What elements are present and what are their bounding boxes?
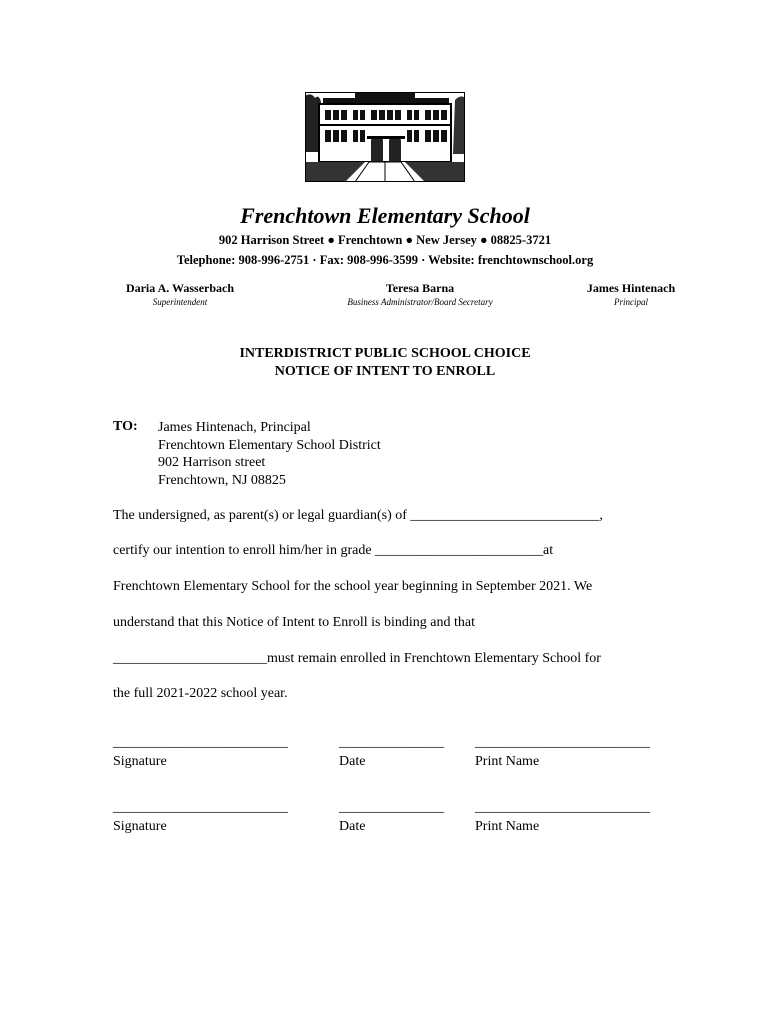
staff-name: Teresa Barna bbox=[385, 281, 455, 295]
body-line-1: The undersigned, as parent(s) or legal guardian(s) of ___________________________, bbox=[113, 508, 603, 523]
recipient-address bbox=[158, 419, 381, 489]
date-line: _______________ bbox=[339, 735, 444, 750]
recipient-line: 902 Harrison street bbox=[158, 455, 266, 470]
staff-name: James Hintenach bbox=[586, 281, 676, 295]
body-line-2: certify our intention to enroll him/her in grade ________________________at bbox=[113, 543, 554, 558]
signature-line: _________________________ bbox=[113, 735, 288, 750]
recipient-label: TO: bbox=[113, 419, 138, 434]
body-line-6: the full 2021-2022 school year. bbox=[113, 686, 288, 701]
school-name: Frenchtown Elementary School bbox=[240, 203, 530, 228]
signature-label: Signature bbox=[113, 819, 167, 834]
school-building-logo bbox=[305, 92, 465, 182]
recipient-line: James Hintenach, Principal bbox=[158, 420, 311, 435]
print-name-label: Print Name bbox=[475, 819, 540, 834]
school-address: 902 Harrison Street ● Frenchtown ● New Jersey ● 08825-3721 bbox=[218, 233, 552, 247]
school-contact: Telephone: 908-996-2751 · Fax: 908-996-3599 · Website: frenchtownschool.org bbox=[176, 253, 594, 267]
date-label: Date bbox=[339, 754, 366, 769]
body-line-5: ______________________must remain enrolled in Frenchtown Elementary School for bbox=[113, 651, 601, 666]
staff-title: Principal bbox=[614, 297, 648, 307]
staff-name: Daria A. Wasserbach bbox=[125, 281, 235, 295]
staff-title: Superintendent bbox=[152, 297, 208, 307]
staff-superintendent bbox=[85, 281, 275, 309]
notice-title-line1: INTERDISTRICT PUBLIC SCHOOL CHOICE bbox=[239, 346, 531, 361]
staff-principal bbox=[536, 281, 726, 309]
body-line-4: understand that this Notice of Intent to Enroll is binding and that bbox=[113, 615, 475, 630]
date-line: _______________ bbox=[339, 800, 444, 815]
print-name-line: _________________________ bbox=[475, 735, 650, 750]
recipient-line: Frenchtown, NJ 08825 bbox=[158, 472, 286, 488]
print-name-line: _________________________ bbox=[475, 800, 650, 815]
staff-title: Business Administrator/Board Secretary bbox=[347, 297, 493, 307]
body-line-3: Frenchtown Elementary School for the school year beginning in September 2021. We bbox=[113, 579, 593, 594]
staff-business-admin bbox=[325, 281, 515, 309]
recipient-line: Frenchtown Elementary School District bbox=[158, 437, 381, 453]
print-name-label: Print Name bbox=[475, 754, 540, 769]
signature-label: Signature bbox=[113, 754, 167, 769]
date-label: Date bbox=[339, 819, 366, 834]
notice-title-line2: NOTICE OF INTENT TO ENROLL bbox=[274, 364, 496, 379]
signature-line: _________________________ bbox=[113, 800, 288, 815]
